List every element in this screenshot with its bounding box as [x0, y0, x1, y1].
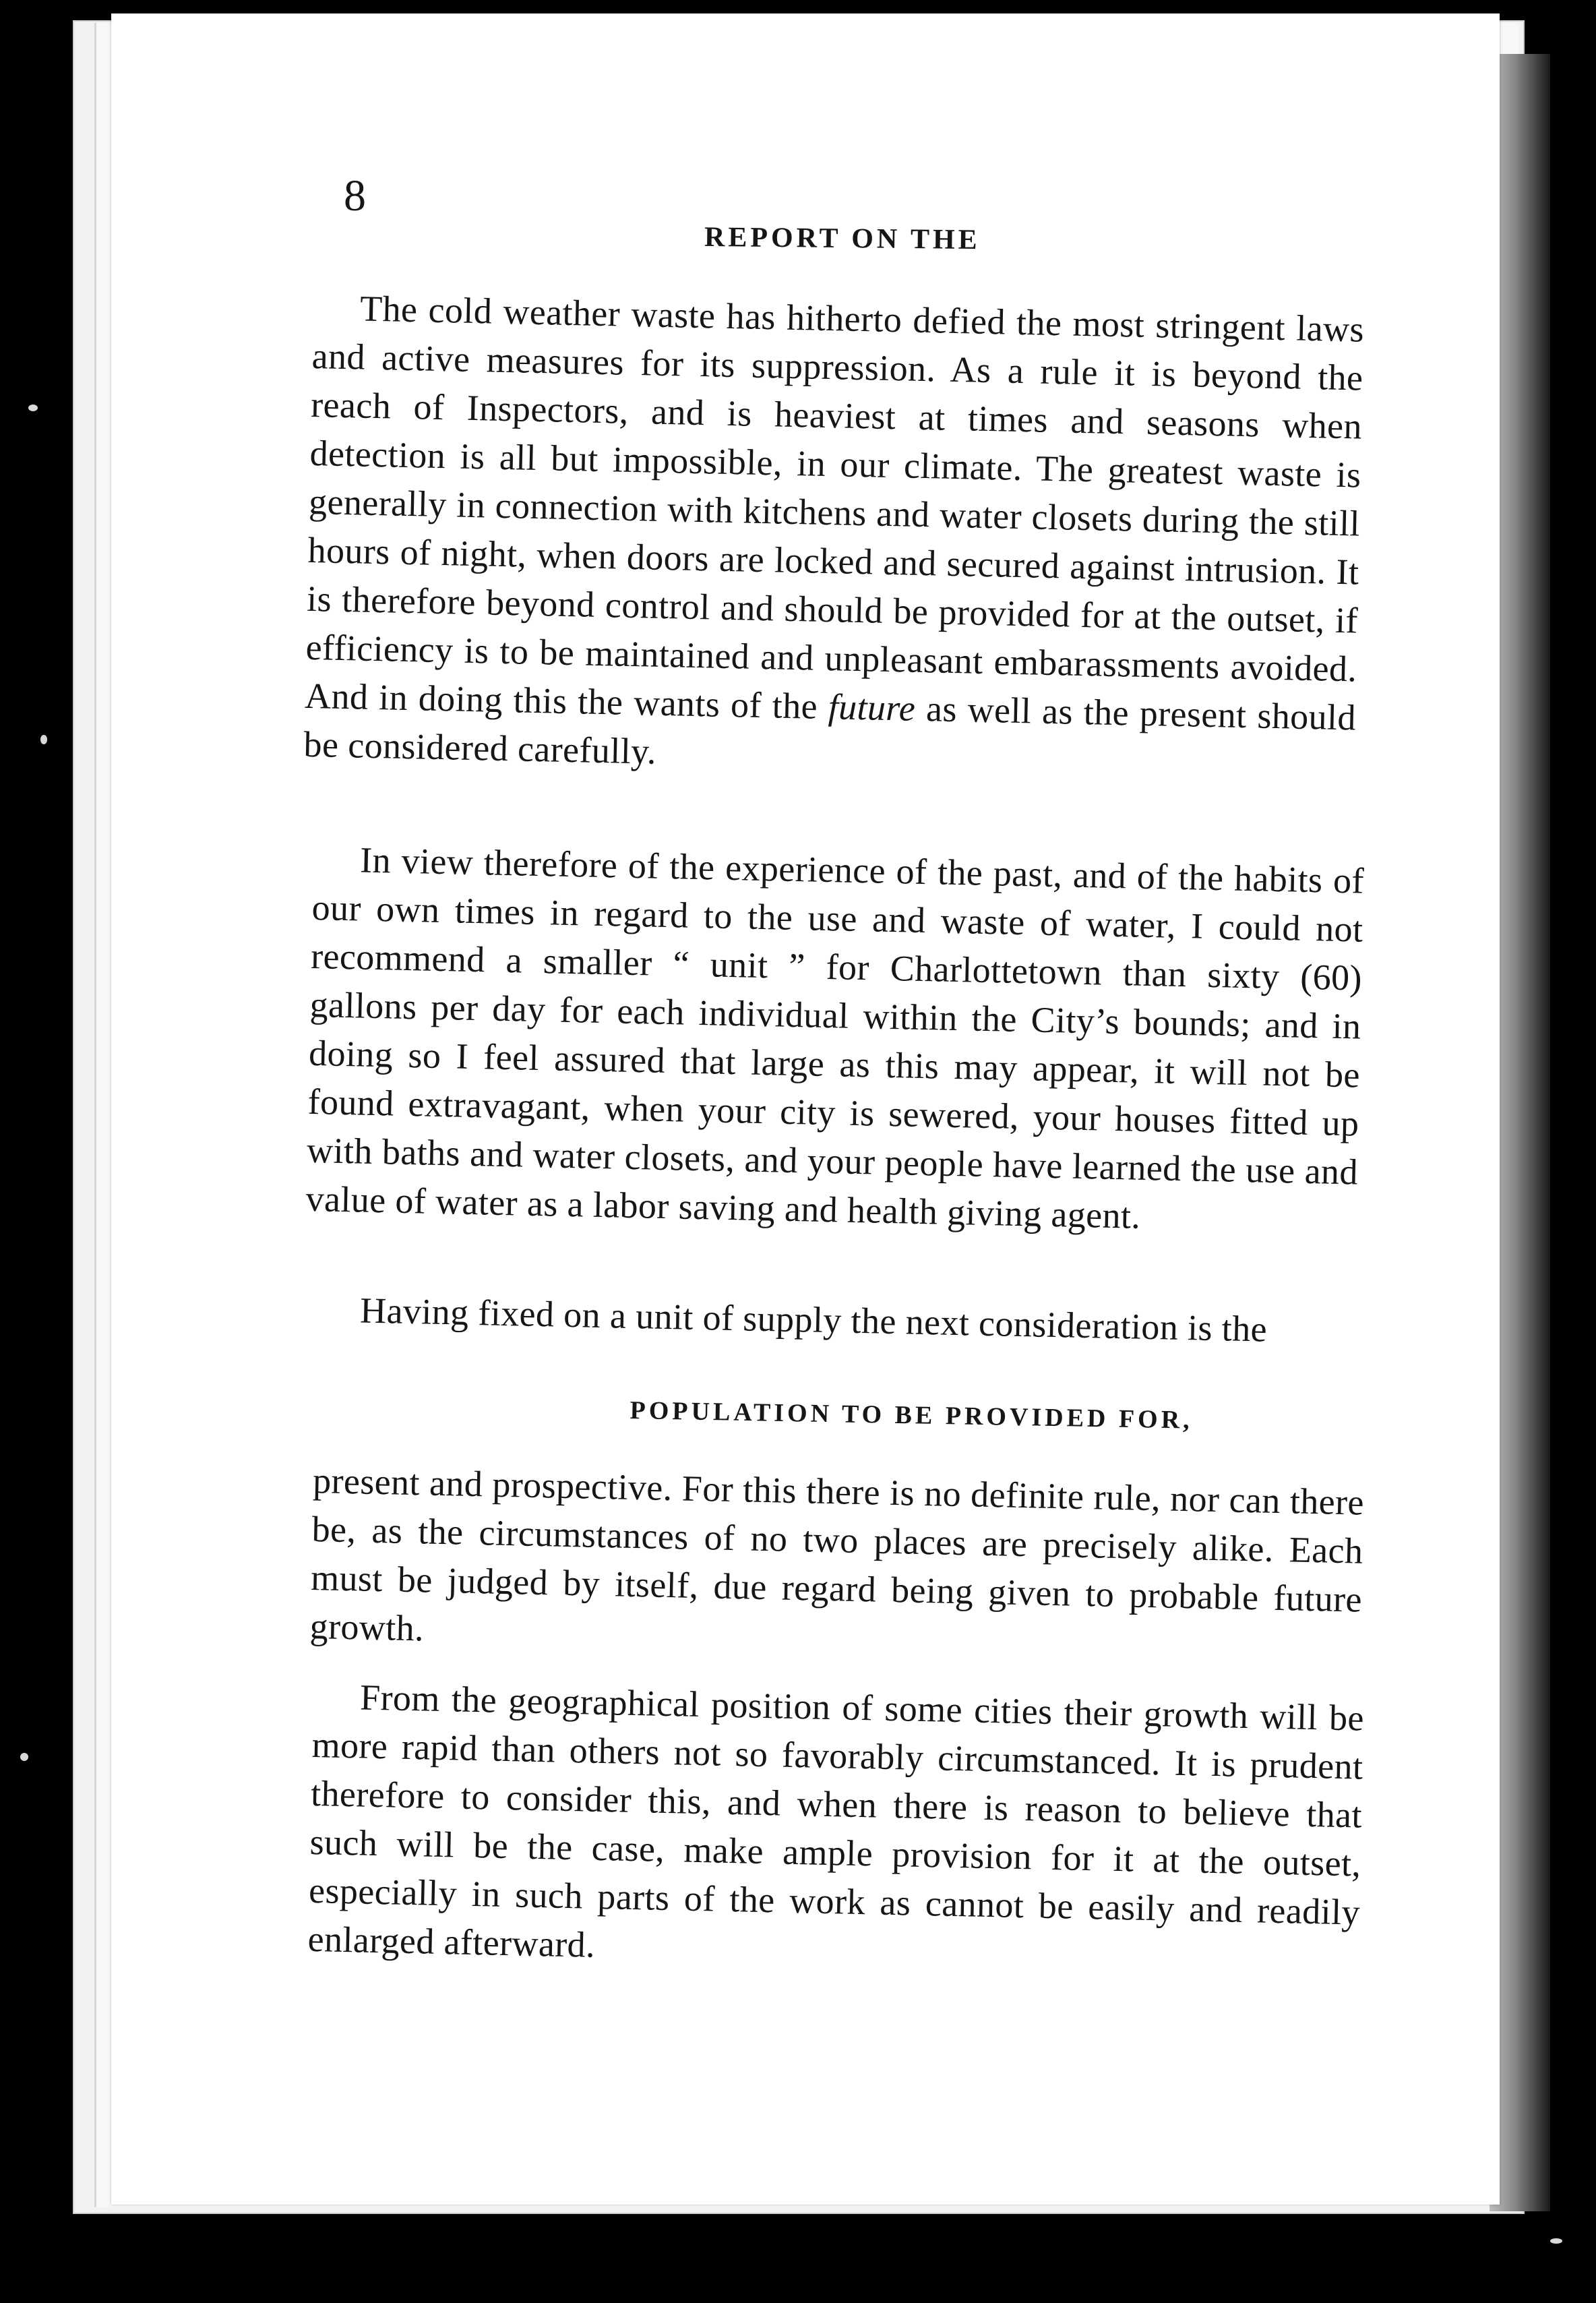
paragraph-next-consideration [312, 1285, 1364, 1356]
paragraph-geographical-position [307, 1672, 1365, 1985]
page-number: 8 [344, 171, 366, 220]
paragraph-unit-of-supply [305, 835, 1365, 1245]
running-head: REPORT ON THE [704, 221, 981, 256]
section-heading: POPULATION TO BE PROVIDED FOR, [630, 1396, 1193, 1435]
paragraph-text-part: as well as the present should be considered carefully. [303, 688, 1357, 772]
paragraph-text: Having fixed on a unit of supply the next consideration is the [359, 1290, 1268, 1350]
paragraph-present-and-prospective [309, 1456, 1365, 1673]
paragraph-text: From the geographical position of some cities their growth will be more rapid than others not so favorably circumstanced. It is prudent therefore to consider this, and when there is reason to believe that such will be the case, make ample provision for it at the outset, especially in such parts of the work as cannot be easily and readily enlarged afterward. [307, 1677, 1365, 1965]
paragraph-text: In view therefore of the experience of the past, and of the habits of our own times in regard to the use and waste of water, I could not recommend a smaller “ unit ” for Charlottetown than sixty (60) gallons per day for each individual within the City’s bounds; and in doing so I feel assured that large as this may appear, it will not be found extravagant, when your city is sewered, your houses fitted up with baths and water closets, and your people have learned the use and value of water as a labor saving and health giving agent. [305, 839, 1365, 1236]
document-page [111, 13, 1500, 2205]
scan-speck [28, 405, 38, 411]
emphasis-future: future [828, 686, 916, 729]
scan-speck [40, 735, 47, 744]
paragraph-cold-weather-waste [303, 283, 1365, 791]
scan-speck [20, 1753, 28, 1761]
paragraph-text: present and prospective. For this there is no definite rule, nor can there be, as the circumstances of no two places are precisely alike. Each must be judged by itself, due regard being given to probable future growth. [309, 1460, 1365, 1649]
paragraph-text [303, 283, 1365, 791]
paragraph-text-part: The cold weather waste has hitherto defied the most stringent laws and active measures for its suppression. As a rule it is beyond the reach of Inspectors, and is heaviest at times and seasons when detection is all but impossible, in our climate. The greatest waste is generally in connection with kitchens and water closets during the still hours of night, when doors are locked and secured against intrusion. It is therefore beyond control and should be provided for at the outset, if efficiency is to be maintained and unpleasant embarassments avoided. And in doing this the wants of the [304, 288, 1365, 727]
scan-speck [1550, 2238, 1562, 2244]
